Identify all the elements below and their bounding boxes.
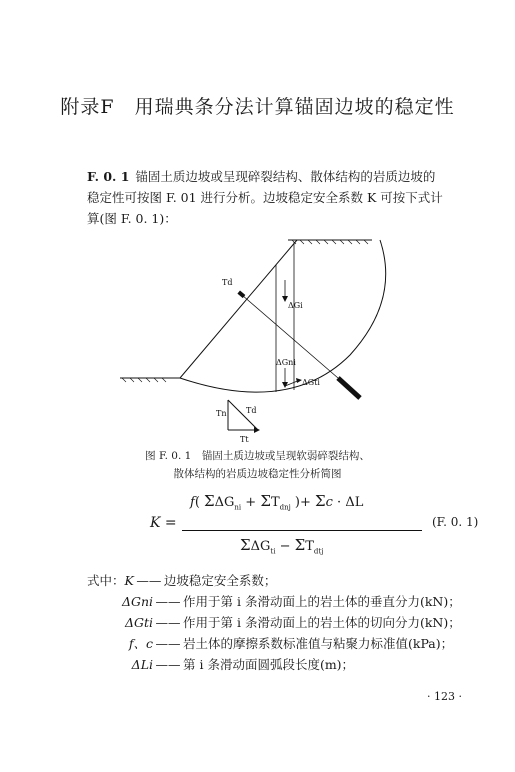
page-number: · 123 ·	[427, 690, 462, 703]
definition-text: 作用于第 i 条滑动面上的岩土体的垂直分力(kN)；	[183, 594, 461, 609]
triangle-hypotenuse	[228, 400, 258, 430]
symbol-definitions	[87, 570, 495, 675]
definition-row-dLi: ΔLi —— 第 i 条滑动面圆弧段长度(m)；	[95, 654, 495, 675]
formula-denominator: $\Sigma\Delta G_{ti} - \Sigma T_{dtj}$	[240, 536, 324, 556]
top-ground-hatch	[292, 240, 368, 244]
slope-diagram	[110, 230, 400, 445]
definition-row-dGti: ΔGti —— 作用于第 i 条滑动面上的岩土体的切向分力(kN)；	[95, 612, 495, 633]
definition-row-fc: f、c —— 岩土体的摩擦系数标准值与粘聚力标准值(kPa)；	[95, 633, 495, 654]
label-Td: Td	[222, 278, 233, 287]
definition-symbol: K	[124, 573, 134, 588]
paragraph-line-3: 算(图 F. 0. 1)：	[87, 211, 177, 226]
fraction-bar	[182, 530, 422, 531]
definitions-intro: 式中：	[87, 573, 125, 588]
label-dGti: ΔGti	[302, 378, 320, 387]
label-Td-triangle: Td	[246, 406, 257, 415]
paragraph-line-2: 稳定性可按图 F. 01 进行分析。边坡稳定安全系数 K 可按下式计	[87, 190, 443, 205]
equation-number: (F. 0. 1)	[432, 515, 479, 529]
figure-caption-line-2: 散体结构的岩质边坡稳定性分析简图	[173, 468, 342, 480]
paragraph-text-1: 锚固土质边坡或呈现碎裂结构、散体结构的岩质边坡的	[135, 169, 436, 184]
definition-symbol: ΔLi	[131, 657, 153, 672]
definition-text: 岩土体的摩擦系数标准值与粘聚力标准值(kPa)；	[183, 636, 454, 651]
definition-text: 边坡稳定安全系数；	[163, 573, 277, 588]
slip-circle-arc	[180, 240, 386, 392]
label-dGi: ΔGi	[288, 301, 303, 310]
formula-F01	[150, 492, 490, 572]
label-Tt: Tt	[240, 435, 249, 444]
formula-lhs: K =	[150, 515, 177, 531]
definition-text: 作用于第 i 条滑动面上的岩土体的切向分力(kN)；	[183, 615, 461, 630]
definition-row-K: 式中： K —— 边坡稳定安全系数；	[95, 570, 495, 591]
anchor-bond-length	[338, 378, 360, 398]
definition-symbol: ΔGni	[121, 594, 153, 609]
formula-numerator: f( $\Sigma\Delta G_{ni} + \Sigma T_{dnj}$ )+ Σc · ΔL	[190, 492, 364, 512]
label-dGni: ΔGni	[276, 358, 296, 367]
definition-row-dGni: ΔGni —— 作用于第 i 条滑动面上的岩土体的垂直分力(kN)；	[95, 591, 495, 612]
page-title: 附录F 用瑞典条分法计算锚固边坡的稳定性	[60, 96, 455, 118]
paragraph-line-1	[87, 166, 487, 187]
toe-ground-hatch	[122, 378, 166, 382]
definition-text: 第 i 条滑动面圆弧段长度(m)；	[183, 657, 355, 672]
definition-symbol: f、c	[128, 636, 153, 651]
label-Tn: Tn	[216, 409, 227, 418]
definition-symbol: ΔGti	[124, 615, 153, 630]
figure-caption-line-1: 图 F. 0. 1 锚固土质边坡或呈现软弱碎裂结构、	[145, 450, 370, 462]
section-number: F. 0. 1	[87, 169, 130, 184]
